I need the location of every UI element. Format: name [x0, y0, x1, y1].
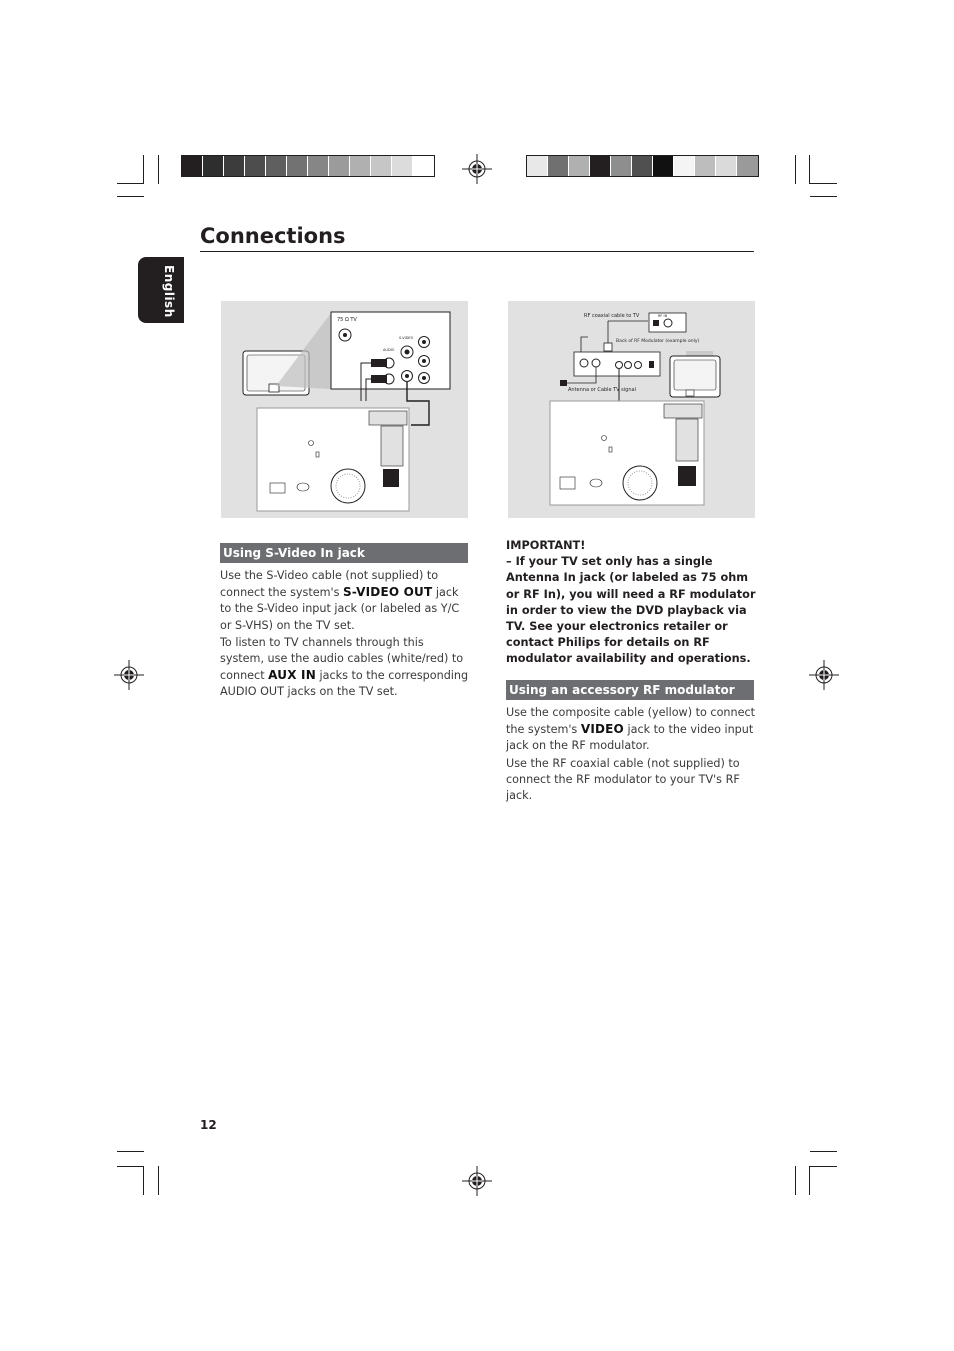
- crop-mark: [117, 1166, 144, 1167]
- crop-mark: [810, 196, 837, 197]
- rf-paragraph-1: Use the composite cable (yellow) to connect the system's VIDEO jack to the video input jack on the RF modulator.: [506, 706, 756, 753]
- registration-mark-icon: [114, 660, 144, 690]
- crop-mark: [143, 155, 144, 184]
- crop-mark: [809, 155, 810, 184]
- important-note: [506, 538, 756, 668]
- svideo-connection-diagram: [221, 301, 468, 518]
- registration-mark-icon: [809, 660, 839, 690]
- title-rule: [200, 251, 754, 252]
- tv-rf-label: 75 Ω TV: [337, 317, 357, 323]
- rf-instructions: [506, 705, 758, 805]
- page-number: 12: [200, 1118, 217, 1132]
- crop-mark: [795, 1166, 796, 1195]
- registration-mark-icon: [462, 1166, 492, 1196]
- crop-mark: [117, 196, 144, 197]
- modulator-label: Back of RF Modulator (example only): [616, 339, 700, 344]
- rf-modulator-connection-diagram: [508, 301, 755, 518]
- crop-mark: [810, 183, 837, 184]
- rf-paragraph-2: Use the RF coaxial cable (not supplied) to connect the RF modulator to your TV's RF jack.: [506, 756, 740, 803]
- svideo-paragraph-1: Use the S-Video cable (not supplied) to connect the system's S-VIDEO OUT jack to the S-Video input jack (or labeled as Y/C or S-VHS) on the TV set.: [220, 569, 460, 632]
- section-heading-rf-modulator: Using an accessory RF modulator: [506, 680, 754, 700]
- rf-in-label: RF IN: [658, 314, 668, 318]
- crop-mark: [117, 183, 144, 184]
- language-tab: [138, 257, 184, 323]
- color-calibration-bar-left: [181, 155, 435, 177]
- crop-mark: [158, 155, 159, 184]
- antenna-label: Antenna or Cable TV signal: [568, 387, 636, 393]
- color-calibration-bar-right: [526, 155, 759, 177]
- crop-mark: [795, 155, 796, 184]
- crop-mark: [810, 1151, 837, 1152]
- svg-text:AUDIO: AUDIO: [383, 348, 395, 352]
- svideo-paragraph-2: To listen to TV channels through this system, use the audio cables (white/red) to connect AUX IN jacks to the corresponding AUDIO OUT jacks on the TV set.: [220, 635, 469, 699]
- crop-mark: [158, 1166, 159, 1195]
- language-tab-label: English: [162, 265, 176, 318]
- crop-mark: [809, 1166, 810, 1195]
- svideo-instructions: [220, 568, 470, 702]
- section-heading-svideo: Using S-Video In jack: [220, 543, 468, 563]
- registration-mark-icon: [462, 154, 492, 184]
- svg-text:S-VIDEO: S-VIDEO: [399, 336, 414, 340]
- crop-mark: [810, 1166, 837, 1167]
- rf-cable-label: RF coaxial cable to TV: [584, 313, 640, 319]
- important-heading: IMPORTANT!: [506, 539, 586, 552]
- crop-mark: [117, 1151, 144, 1152]
- page-title: Connections: [200, 224, 346, 248]
- crop-mark: [143, 1166, 144, 1195]
- important-text: – If your TV set only has a single Antenna In jack (or labeled as 75 ohm or RF In), you will need a RF modulator in order to view the DVD playback via TV. See your electronics retailer or contact Philips for details on RF modulator availability and operations.: [506, 555, 756, 666]
